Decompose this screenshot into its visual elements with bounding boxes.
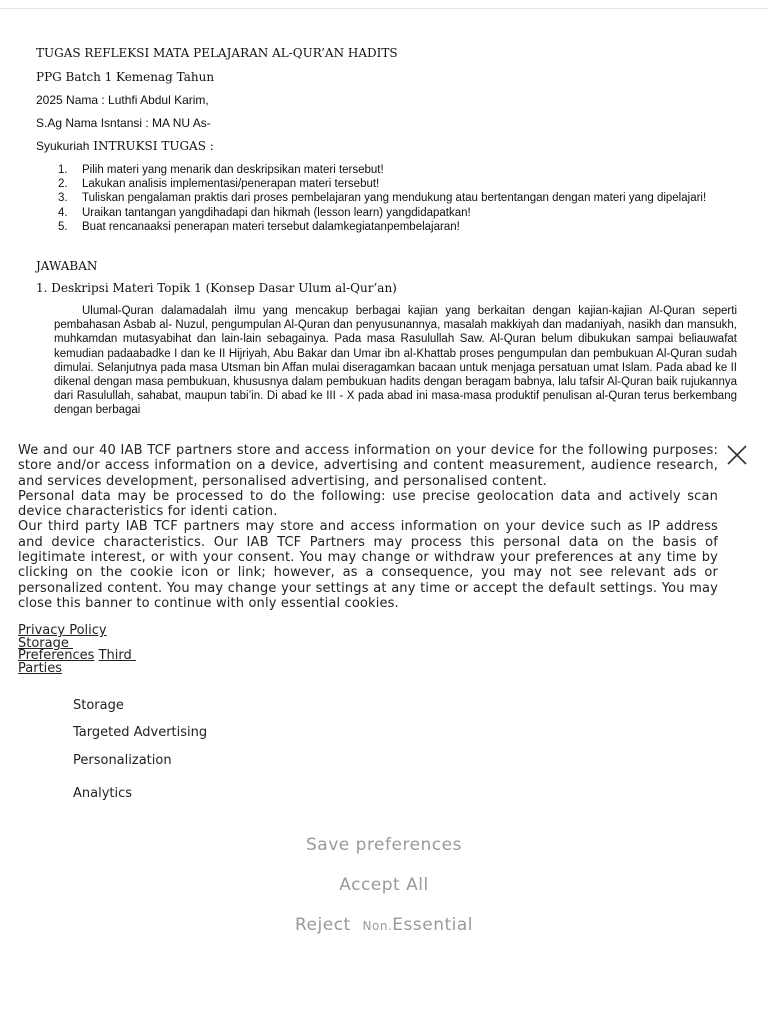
- section-paragraph: Ulumal-Quran dalamadalah ilmu yang mencakup berbagai kajian yang berkaitan dengan kajian-kajian Al-Quran seperti pembahasan Asbab al- Nuzul, pengumpulan Al-Quran dan penyusunannya, masalah makkiyah dan madaniyah, nasikh dan mansukh, muhkamdan mutasyabihat dan lain-lain sebagainya. Pada masa Rasulullah Saw. Al-Quran belum dibukukan sampai beliauwafat kemudian padaabadke I dan ke II Hijriyah, Abu Bakar dan Umar ibn al-Khattab proses pengumpulan dan pembukuan Al-Quran sudah dimulai. Selanjutnya pada masa Utsman bin Affan mulai diseragamkan bacaan untuk menjaga persatuan umat Islam. Pada abad ke II dikenal dengan masa pembukuan, khususnya dalam pembukuan hadits dengan beragam babnya, lalu tafsir Al-Quran baik rujukannya dari Rasulullah, sahabat, maupun tabi’in. Di abad ke III - X pada abad ini masa-masa produktif penulisan al-Quran terus berkembang dengan berbagai: [54, 305, 737, 417]
- category-targeted-advertising[interactable]: Targeted Advertising: [73, 725, 208, 740]
- document-line-instructions-label: [36, 139, 214, 153]
- accept-all-button[interactable]: Accept All: [339, 875, 429, 895]
- close-button[interactable]: [723, 443, 751, 467]
- list-item: 3. Tuliskan pengalaman praktis dari proses pembelajaran yang mendukung atau bertentangan dengan materi yang dipelajari!: [58, 192, 707, 205]
- third-parties-link[interactable]: Third: [98, 648, 132, 664]
- consent-paragraph-personal-data: Personal data may be processed to do the following: use precise geolocation data and actively scan device characteristics for identi cation.: [18, 488, 718, 520]
- close-icon: [723, 443, 751, 467]
- institution-continuation: Syukuriah: [36, 139, 90, 153]
- cookie-consent-banner: [0, 432, 768, 1024]
- document-line-institution: S.Ag Nama Isntansi : MA NU As-: [36, 116, 211, 130]
- document-line-batch: PPG Batch 1 Kemenag Tahun: [36, 70, 215, 84]
- list-item: 4. Uraikan tantangan yangdihadapi dan hikmah (lesson learn) yangdidapatkan!: [58, 206, 471, 219]
- list-item: 5. Buat rencanaaksi penerapan materi tersebut dalamkegiatanpembelajaran!: [58, 220, 460, 233]
- category-personalization[interactable]: Personalization: [73, 753, 172, 768]
- list-item: 1. Pilih materi yang menarik dan deskripsikan materi tersebut!: [58, 164, 384, 176]
- instructions-list: [36, 163, 726, 234]
- list-item: 2. Lakukan analisis implementasi/penerapan materi tersebut!: [58, 178, 380, 191]
- document-page: [0, 9, 768, 432]
- category-storage[interactable]: Storage: [73, 698, 124, 713]
- consent-paragraph-partners: Our third party IAB TCF partners may store and access information on your device such as IP address and device characteristics. Our IAB TCF Partners may process this personal data on the basis of legitimate interest, or with your consent. You may change or withdraw your preferences at any time by clicking on the cookie icon or link; however, as a consequence, you may not see relevant ads or personalized content. You may change your settings at any time or accept the default settings. You may close this banner to continue with only essential cookies.: [18, 519, 718, 611]
- consent-links: [18, 625, 136, 676]
- storage-preferences-link-cont[interactable]: Preferences: [18, 648, 95, 664]
- reject-non-essential-button[interactable]: Reject Non.Essential: [295, 915, 473, 935]
- third-parties-link-cont[interactable]: Parties: [18, 661, 63, 677]
- document-title: TUGAS REFLEKSI MATA PELAJARAN AL-QUR’AN HADITS: [36, 46, 398, 60]
- privacy-policy-link[interactable]: Privacy Policy: [18, 623, 107, 638]
- consent-text: [18, 443, 718, 611]
- consent-paragraph-purposes: We and our 40 IAB TCF partners store and access information on your device for the following purposes: store and/or access information on a device, advertising and content measurement, audience research, and services development, personalised advertising, and personalised content.: [18, 443, 718, 489]
- save-preferences-button[interactable]: Save preferences: [306, 835, 462, 855]
- document-line-name: 2025 Nama : Luthfi Abdul Karim,: [36, 93, 209, 107]
- instructions-heading: INTRUKSI TUGAS :: [93, 139, 214, 153]
- answer-heading: JAWABAN: [36, 259, 98, 273]
- section-heading: 1. Deskripsi Materi Topik 1 (Konsep Dasar Ulum al-Qur’an): [36, 281, 397, 295]
- category-analytics[interactable]: Analytics: [73, 786, 133, 801]
- storage-preferences-link[interactable]: Storage: [18, 635, 69, 651]
